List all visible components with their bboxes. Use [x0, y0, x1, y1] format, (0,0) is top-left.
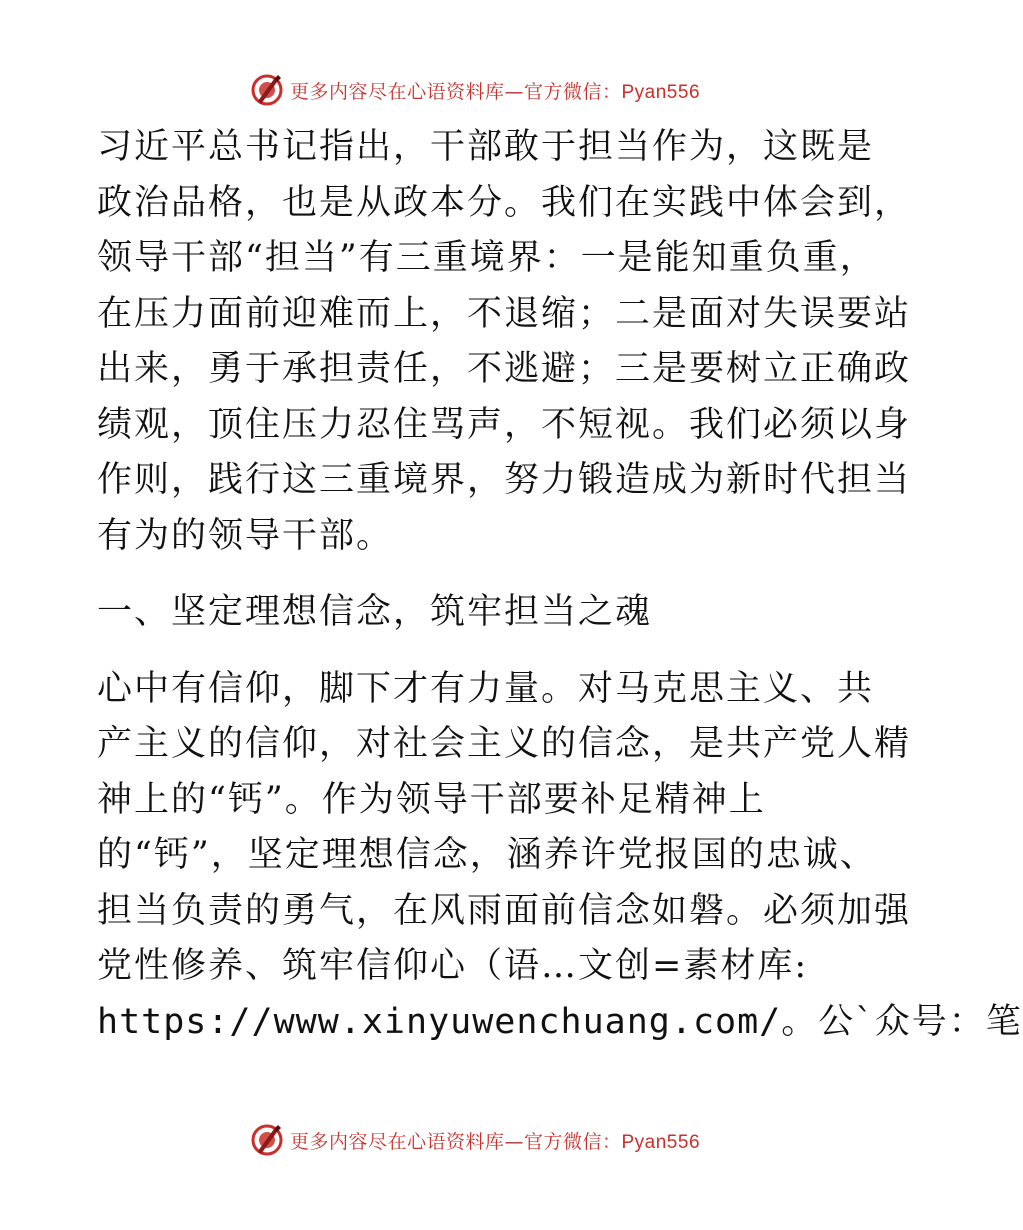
text-line-url	[97, 995, 1023, 1051]
banner-contact-label: 官方微信：	[523, 1130, 622, 1153]
header-banner-text	[290, 77, 700, 104]
pen-logo-icon	[250, 73, 284, 107]
text-line: 产主义的信仰，对社会主义的信念，是共产党人精	[97, 724, 912, 764]
text-line-tail: 。公`众号：笔	[781, 1001, 1023, 1042]
banner-contact-label: 官方微信：	[523, 80, 622, 103]
intro-paragraph	[97, 120, 912, 564]
text-line: 心中有信仰，脚下才有力量。对马克思主义、共	[97, 668, 875, 709]
pen-logo-icon	[250, 1123, 284, 1157]
section1-paragraph	[97, 662, 1023, 1051]
website-url: https://www.xinyuwenchuang.com/	[97, 1001, 782, 1042]
banner-separator: —	[504, 80, 524, 103]
text-line: 习近平总书记指出，干部敢于担当作为，这既是	[97, 127, 875, 167]
header-banner	[0, 68, 950, 112]
banner-separator: —	[504, 1130, 524, 1153]
text-line: 的“钙”，坚定理想信念，涵养许党报国的忠诚、	[97, 835, 877, 875]
footer-banner	[0, 1118, 950, 1162]
banner-main-text: 更多内容尽在心语资料库	[289, 80, 505, 103]
text-line: 政治品格，也是从政本分。我们在实践中体会到，	[97, 182, 912, 223]
text-line: 有为的领导干部。	[97, 515, 394, 556]
text-line: 党性修养、筑牢信仰心（语…文创=素材库:	[97, 946, 809, 986]
text-line: 领导干部“担当”有三重境界：一是能知重负重，	[97, 238, 877, 278]
text-line: 神上的“钙”。作为领导干部要补足精神上	[97, 779, 766, 820]
document-body	[97, 120, 1023, 1050]
banner-wechat-handle: Pyan556	[621, 81, 701, 103]
banner-wechat-handle: Pyan556	[621, 1131, 701, 1153]
section-heading: 一、坚定理想信念，筑牢担当之魂	[97, 592, 653, 632]
text-line: 出来，勇于承担责任，不逃避；三是要树立正确政	[97, 349, 912, 389]
text-line: 担当负责的勇气，在风雨面前信念如磐。必须加强	[97, 890, 912, 931]
footer-banner-text	[290, 1127, 700, 1154]
text-line: 绩观，顶住压力忍住骂声，不短视。我们必须以身	[97, 404, 912, 445]
text-line: 作则，践行这三重境界，努力锻造成为新时代担当	[97, 460, 912, 500]
banner-main-text: 更多内容尽在心语资料库	[289, 1130, 505, 1153]
text-line: 在压力面前迎难而上，不退缩；二是面对失误要站	[97, 293, 912, 334]
